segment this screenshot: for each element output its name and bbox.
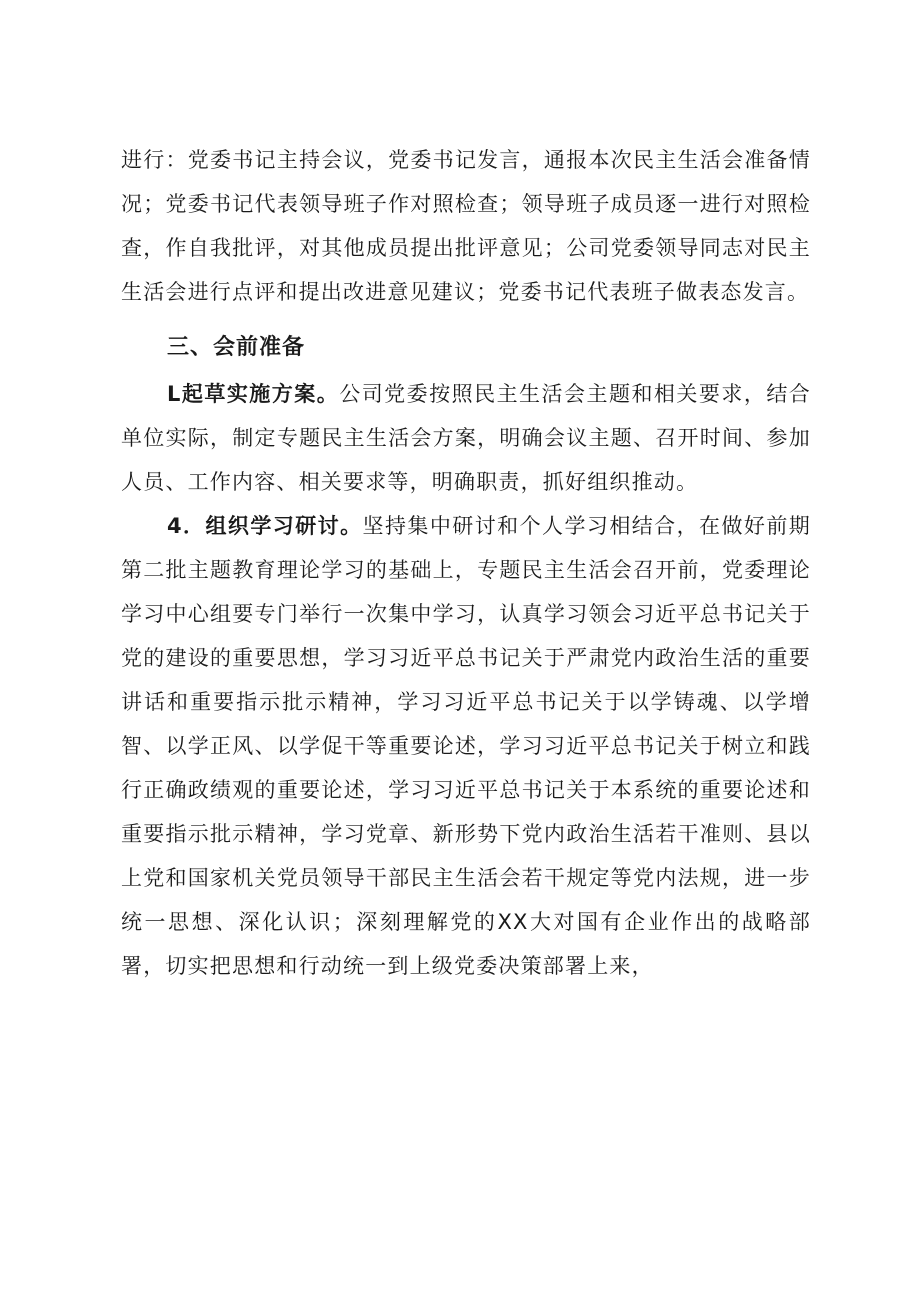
item-body-text: 坚持集中研讨和个人学习相结合，在做好前期第二批主题教育理论学习的基础上，专题民主生活会召开前，党委理论学习中心组要专门举行一次集中学习，认真学习领会习近平总书记关于党的建设的重要思想，学习习近平总书记关于严肃党内政治生活的重要讲话和重要指示批示精神，学习习近平总书记关于以学铸魂、以学增智、以学正风、以学促干等重要论述，学习习近平总书记关于树立和践行正确政绩观的重要论述，学习习近平总书记关于本系统的重要论述和重要指示批示精神，学习党章、新形势下党内政治生活若干准则、县以上党和国家机关党员领导干部民主生活会若干规定等党内法规，进一步统一思想、深化认识；深刻理解党的XX大对国有企业作出的战略部署，切实把思想和行动统一到上级党委决策部署上来， — [121, 514, 811, 978]
paragraph-text: 进行：党委书记主持会议，党委书记发言，通报本次民主生活会准备情况；党委书记代表领导班子作对照检查；领导班子成员逐一进行对照检查，作自我批评，对其他成员提出批评意见；公司党委领导同志对民主生活会进行点评和提出改进意见建议；党委书记代表班子做表态发言。 — [121, 148, 811, 304]
item-lead-title: L起草实施方案。 — [167, 382, 340, 406]
item-lead-title: 4．组织学习研讨。 — [167, 514, 363, 538]
item-study-discussion — [121, 504, 811, 988]
section-heading: 三、会前准备 — [167, 335, 306, 360]
item-draft-plan — [121, 372, 811, 504]
document-body — [121, 138, 811, 988]
item-body-text: 公司党委按照民主生活会主题和相关要求，结合单位实际，制定专题民主生活会方案，明确会议主题、召开时间、参加人员、工作内容、相关要求等，明确职责，抓好组织推动。 — [121, 382, 811, 494]
paragraph-meeting-procedure — [121, 138, 811, 314]
